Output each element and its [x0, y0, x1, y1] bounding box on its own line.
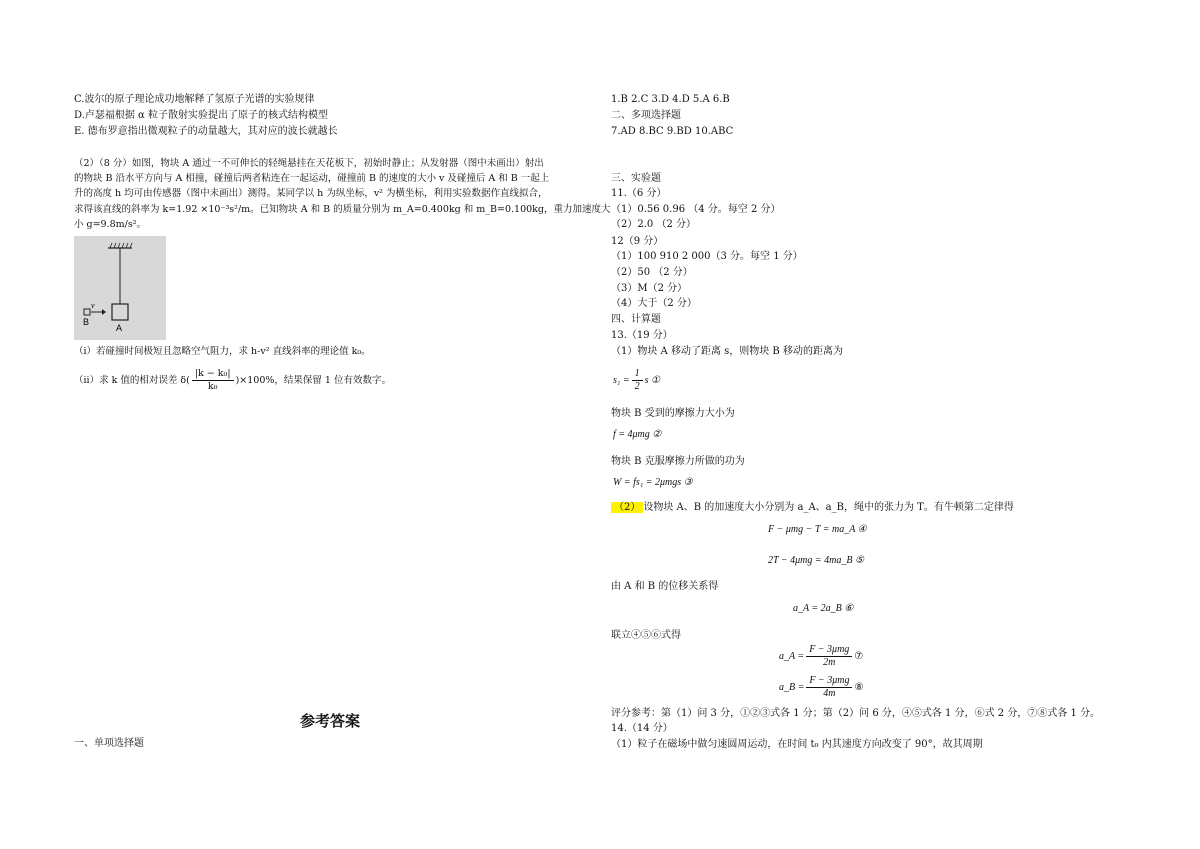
option-e: E. 德布罗意指出微观粒子的动量越大，其对应的波长就越长 [74, 126, 338, 137]
section-calculation: 四、计算题 [611, 314, 661, 325]
option-d: D.卢瑟福根据 α 粒子散射实验提出了原子的核式结构模型 [74, 110, 328, 121]
eq1-fraction [632, 368, 643, 393]
eq1-numerator: 1 [632, 368, 643, 381]
relation-text: 由 A 和 B 的位移关系得 [611, 581, 719, 592]
sub-question-ii [74, 368, 391, 394]
block-a-label: A [116, 323, 123, 333]
sub-ii-suffix: )×100%，结果保留 1 位有效数字。 [235, 375, 391, 386]
sub-question-i: （i）若碰撞时间极短且忽略空气阻力，求 h-v² 直线斜率的理论值 k₀。 [74, 346, 371, 357]
question-text: 求得该直线的斜率为 k=1.92 ×10⁻³s²/m。已知物块 A 和 B 的质量分别为 m_A=0.400kg 和 m_B=0.100kg，重力加速度大 [74, 204, 611, 215]
eq7-fraction [806, 644, 852, 669]
eq7-lhs: a_A = [779, 651, 805, 662]
q11-title: 11.（6 分） [611, 188, 667, 199]
eq7-denominator: 2m [823, 657, 836, 669]
sub-ii-prefix: （ii）求 k 值的相对误差 δ( [74, 375, 190, 386]
pendulum-diagram [74, 236, 166, 340]
equation-3: W = fs₁ = 2μmgs ③ [613, 477, 693, 488]
q12-part2: （2）50 （2 分） [611, 267, 693, 278]
q12-part1: （1）100 910 2 000（3 分。每空 1 分） [611, 251, 803, 262]
highlighted-part-tag: （2） [611, 502, 643, 513]
combine-text: 联立④⑤⑥式得 [611, 630, 681, 641]
eq1-denominator: 2 [634, 381, 640, 393]
multi-choice-answers: 7.AD 8.BC 9.BD 10.ABC [611, 126, 734, 137]
section-single-choice: 一、单项选择题 [74, 738, 144, 749]
q13-part1: （1）物块 A 移动了距离 s，则物块 B 移动的距离为 [611, 346, 843, 357]
single-choice-answers: 1.B 2.C 3.D 4.D 5.A 6.B [611, 94, 730, 105]
block-b-label: B [83, 317, 90, 327]
q13-title: 13.（19 分） [611, 330, 673, 341]
eq8-fraction [806, 675, 852, 700]
scoring-reference: 评分参考：第（1）问 3 分，①②③式各 1 分；第（2）问 6 分，④⑤式各 1 分，⑥式 2 分，⑦⑧式各 1 分。 [611, 708, 1101, 719]
velocity-label: v [91, 301, 95, 310]
section-experiment: 三、实验题 [611, 173, 661, 184]
q13-part2 [611, 500, 1014, 515]
work-text: 物块 B 克服摩擦力所做的功为 [611, 456, 745, 467]
fraction-denominator: k₀ [207, 381, 218, 392]
equation-8 [779, 675, 863, 701]
equation-7 [779, 644, 863, 670]
equation-2: f = 4μmg ② [613, 429, 662, 440]
equation-4: F − μmg − T = ma_A ④ [768, 524, 867, 535]
question-text: 小 g=9.8m/s²。 [74, 219, 147, 230]
q12-part4: （4）大于（2 分） [611, 298, 697, 309]
q14-part1: （1）粒子在磁场中做匀速圆周运动，在时间 t₀ 内其速度方向改变了 90°，故其周期 [611, 739, 983, 750]
equation-1 [613, 368, 660, 394]
q12-part3: （3）M（2 分） [611, 283, 688, 294]
eq8-denominator: 4m [823, 688, 836, 700]
question-text: 的物块 B 沿水平方向与 A 相撞，碰撞后两者粘连在一起运动，碰撞前 B 的速度的大小 v 及碰撞后 A 和 B 一起上 [74, 173, 550, 184]
eq1-rhs: s ① [644, 375, 660, 386]
eq1-lhs: s₁ = [613, 375, 630, 386]
eq7-numerator: F − 3μmg [806, 644, 852, 657]
q12-title: 12（9 分） [611, 236, 664, 247]
eq7-tag: ⑦ [854, 651, 864, 662]
fraction-numerator: |k − k₀| [192, 368, 234, 381]
eq8-numerator: F − 3μmg [806, 675, 852, 688]
q11-part1: （1）0.56 0.96 （4 分。每空 2 分） [611, 204, 781, 215]
relative-error-fraction [192, 368, 234, 393]
q13-part2-text: 设物块 A、B 的加速度大小分别为 a_A、a_B，绳中的张力为 T。有牛顿第二定律得 [643, 502, 1014, 513]
section-multi-choice: 二、多项选择题 [611, 110, 681, 121]
question-text: （2）（8 分）如图，物块 A 通过一不可伸长的轻绳悬挂在天花板下，初始时静止；从发射器（图中未画出）射出 [74, 158, 544, 169]
eq8-lhs: a_B = [779, 682, 805, 693]
q11-part2: （2）2.0 （2 分） [611, 219, 696, 230]
friction-text: 物块 B 受到的摩擦力大小为 [611, 408, 735, 419]
answer-title: 参考答案 [300, 712, 361, 730]
question-text: 升的高度 h 均可由传感器（图中未画出）测得。某同学以 h 为纵坐标，v² 为横坐标，利用实验数据作直线拟合， [74, 188, 548, 199]
q14-title: 14.（14 分） [611, 723, 673, 734]
equation-6: a_A = 2a_B ⑥ [793, 603, 854, 614]
equation-5: 2T − 4μmg = 4ma_B ⑤ [768, 555, 864, 566]
eq8-tag: ⑧ [854, 682, 864, 693]
option-c: C.波尔的原子理论成功地解释了氢原子光谱的实验规律 [74, 94, 315, 105]
pendulum-figure [74, 236, 166, 340]
